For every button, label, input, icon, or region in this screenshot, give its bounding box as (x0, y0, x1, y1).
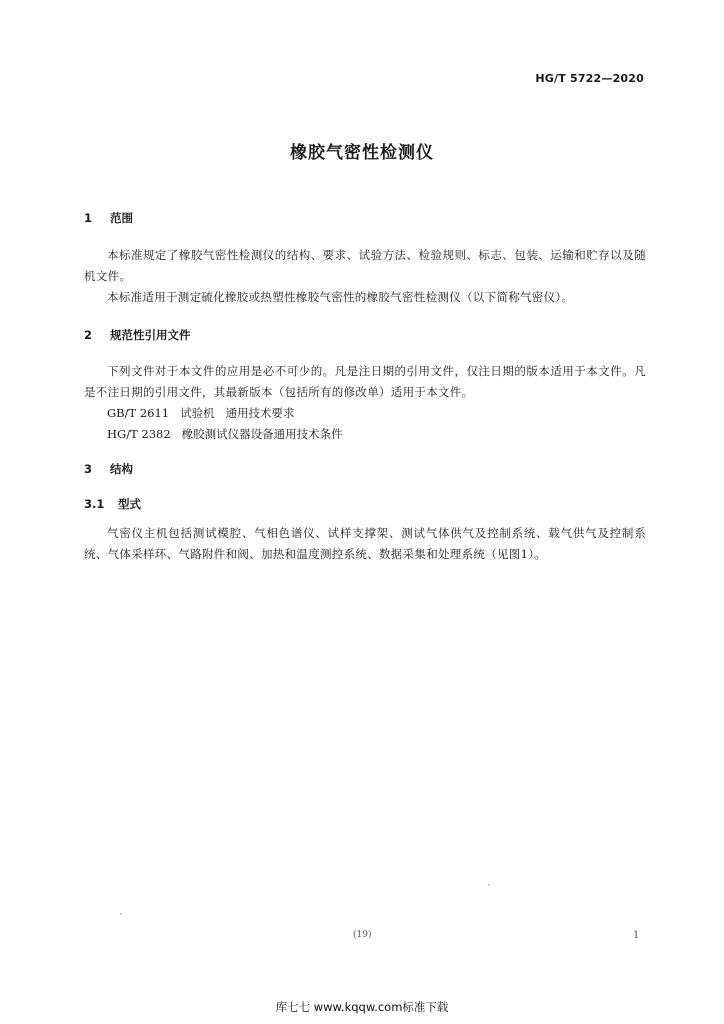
document-title: 橡胶气密性检测仪 (290, 143, 434, 163)
section-1-heading (84, 210, 133, 226)
scan-speck (488, 884, 490, 886)
section-1-paragraph-2: 本标准适用于测定硫化橡胶或热塑性橡胶气密性的橡胶气密性检测仪（以下简称气密仪）。 (107, 290, 574, 304)
standard-code: HG/T 5722—2020 (535, 72, 644, 85)
normative-reference-1: GB/T 2611 试验机 通用技术要求 (107, 406, 295, 420)
scan-speck (120, 913, 122, 915)
section-number: 3 (84, 462, 93, 476)
section-3-heading (84, 461, 133, 477)
section-title: 结构 (110, 462, 134, 476)
section-title: 规范性引用文件 (110, 328, 191, 342)
normative-reference-2: HG/T 2382 橡胶测试仪器设备通用技术条件 (107, 427, 343, 441)
section-3-1-heading (84, 496, 141, 512)
section-2-heading (84, 327, 191, 343)
section-number: 2 (84, 328, 93, 342)
page-number-center: (19) (353, 930, 372, 940)
section-number: 1 (84, 211, 93, 225)
page-number-right: 1 (633, 930, 640, 941)
section-title: 范围 (110, 211, 134, 225)
section-1-paragraph-1: 本标准规定了橡胶气密性检测仪的结构、要求、试验方法、检验规则、标志、包装、运输和贮存以及随机文件。 (84, 248, 646, 283)
section-title: 型式 (118, 497, 142, 511)
section-number: 3.1 (84, 497, 105, 511)
download-site-footer: 库七七 www.kqqw.com标准下载 (275, 1000, 449, 1014)
section-2-paragraph-1: 下列文件对于本文件的应用是必不可少的。凡是注日期的引用文件，仅注日期的版本适用于本文件。凡是不注日期的引用文件，其最新版本（包括所有的修改单）适用于本文件。 (84, 364, 646, 399)
section-3-1-paragraph-1: 气密仪主机包括测试模腔、气相色谱仪、试样支撑架、测试气体供气及控制系统、载气供气及控制系统、气体采样环、气路附件和阀、加热和温度测控系统、数据采集和处理系统（见图1）。 (84, 526, 646, 561)
